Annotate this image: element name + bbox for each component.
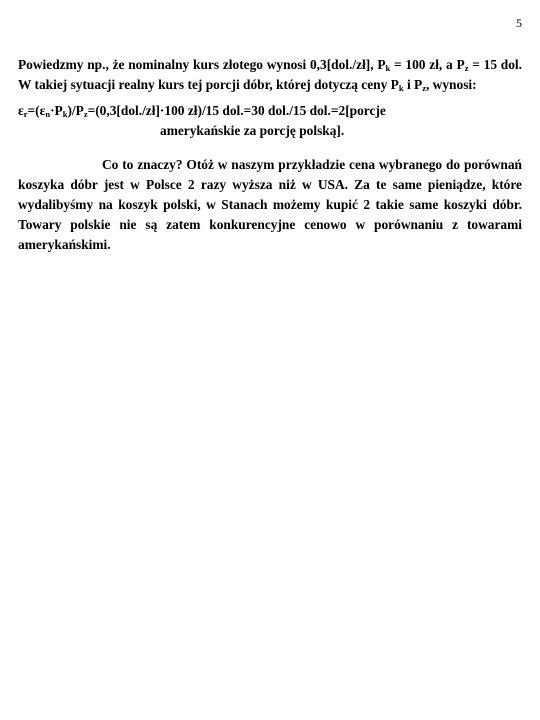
subscript-r: r — [23, 109, 28, 119]
formula-part: )/P — [67, 103, 84, 118]
subscript-k: k — [385, 63, 391, 73]
subscript-n: n — [45, 109, 51, 119]
subscript-z: z — [83, 109, 88, 119]
formula-part: ε — [18, 103, 24, 118]
intro-paragraph — [18, 55, 522, 95]
subscript-z: z — [464, 63, 469, 73]
subscript-z: z — [422, 83, 426, 93]
document-body — [18, 55, 522, 255]
page-number: 5 — [516, 16, 522, 30]
intro-text: = 100 zł, a P — [390, 57, 465, 72]
real-exchange-rate-formula — [18, 101, 522, 141]
formula-part: =(ε — [27, 103, 46, 118]
formula-part: ·P — [50, 103, 63, 118]
intro-text: = 15 dol. W takiej sytuacji realny kurs tej porcji dóbr, której dotyczą ceny P — [18, 57, 523, 92]
subscript-k: k — [398, 83, 404, 93]
explanation-paragraph: Co to znaczy? Otóż w naszym przykładzie cena wybranego do porównań koszyka dóbr jest w Polsce 2 razy wyższa niż w USA. Za te same pieniądze, które wydalibyśmy na koszyk polski, w Stanach możemy kupić 2 takie same koszyki dóbr. Towary polskie nie są zatem konkurencyjne cenowo w porównaniu z towarami amerykańskimi. — [18, 157, 522, 252]
intro-text: , wynosi: — [425, 77, 477, 92]
subscript-k: k — [62, 109, 68, 119]
formula-continuation: amerykańskie za porcję polską]. — [160, 123, 345, 138]
intro-text: Powiedzmy np., że nominalny kurs złotego wynosi 0,3[dol./zł], P — [18, 57, 386, 72]
formula-part: =(0,3[dol./zł]·100 zł)/15 dol.=30 dol./15 dol.=2[porcje — [87, 103, 386, 118]
intro-text: i P — [403, 77, 423, 92]
